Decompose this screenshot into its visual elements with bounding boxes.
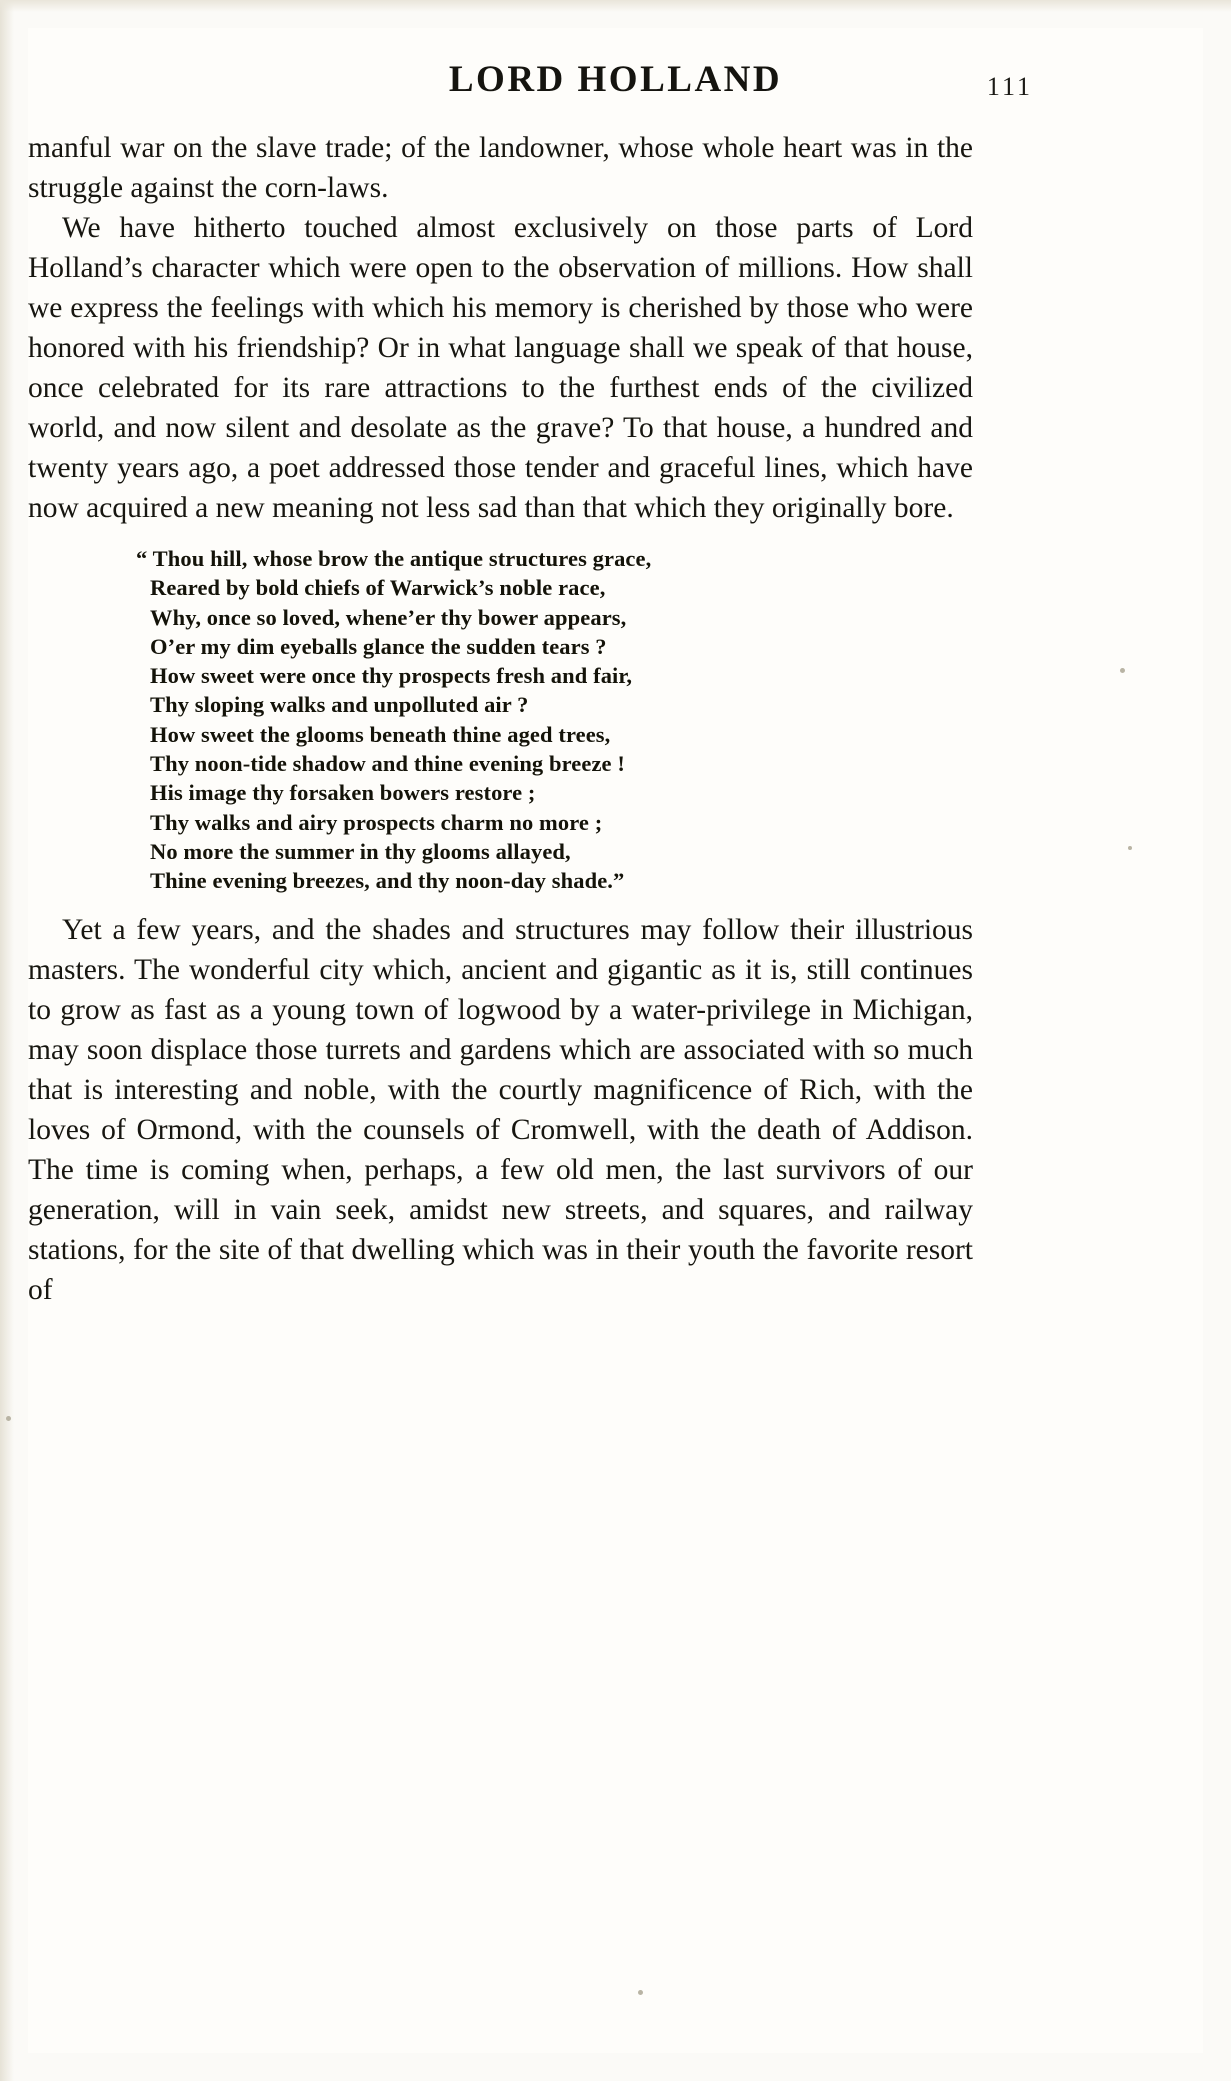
paragraph-3: Yet a few years, and the shades and structures may follow their illustrious masters. The wonderful city which, ancient and gigantic as it is, still continues to grow as fast as a young town of logwood by a water-privilege in Michigan, may soon displace those turrets and gardens which are associated with so much that is interesting and noble, with the courtly magnificence of Rich, with the loves of Ormond, with the counsels of Cromwell, with the death of Addison. The time is coming when, perhaps, a few old men, the last survivors of our generation, will in vain seek, amidst new streets, and squares, and railway stations, for the site of that dwelling which was in their youth the favorite resort of bbox=[28, 913, 973, 1306]
verse-line: Thy noon-tide shadow and thine evening breeze ! bbox=[150, 751, 625, 777]
verse-line: O’er my dim eyeballs glance the sudden tears ? bbox=[150, 633, 607, 659]
verse-line: How sweet the glooms beneath thine aged trees, bbox=[150, 721, 611, 747]
verse-quotation bbox=[28, 544, 1118, 896]
verse-line: How sweet were once thy prospects fresh and fair, bbox=[150, 663, 633, 689]
verse-line: Why, once so loved, whene’er thy bower appears, bbox=[150, 604, 627, 630]
page-edge-shadow-top bbox=[0, 0, 1231, 12]
page-number: 111 bbox=[986, 72, 1033, 101]
paragraph-2: We have hitherto touched almost exclusively on those parts of Lord Holland’s character which were open to the observation of millions. How shall we express the feelings with which his memory is cherished by those who were honored with his friendship? Or in what language shall we speak of that house, once celebrated for its rare attractions to the furthest ends of the civilized world, and now silent and desolate as the grave? To that house, a hundred and twenty years ago, a poet addressed those tender and graceful lines, which have now acquired a new meaning not less sad than that which they originally bore. bbox=[28, 212, 973, 524]
page-content-area bbox=[28, 28, 1203, 2053]
page-speck bbox=[638, 1990, 643, 1995]
verse-line: Thy walks and airy prospects charm no more ; bbox=[150, 809, 603, 835]
verse-line: No more the summer in thy glooms allayed, bbox=[150, 838, 571, 864]
page-speck bbox=[1120, 668, 1125, 673]
verse-line: “ Thou hill, whose brow the antique structures grace, bbox=[136, 546, 652, 571]
page-speck bbox=[1128, 846, 1132, 850]
verse-line: Thine evening breezes, and thy noon-day shade.” bbox=[150, 868, 625, 894]
verse-line: Reared by bold chiefs of Warwick’s noble race, bbox=[150, 575, 606, 601]
paragraph-1: manful war on the slave trade; of the landowner, whose whole heart was in the struggle against the corn-laws. bbox=[28, 132, 973, 204]
page-edge-shadow-left bbox=[0, 0, 14, 2081]
page-speck bbox=[6, 1416, 11, 1421]
verse-line: His image thy forsaken bowers restore ; bbox=[150, 780, 536, 806]
text-block bbox=[28, 128, 1118, 1310]
verse-line: Thy sloping walks and unpolluted air ? bbox=[150, 692, 529, 718]
running-head bbox=[28, 58, 1203, 118]
page-title: LORD HOLLAND bbox=[448, 59, 783, 100]
body-column bbox=[28, 128, 1203, 1310]
